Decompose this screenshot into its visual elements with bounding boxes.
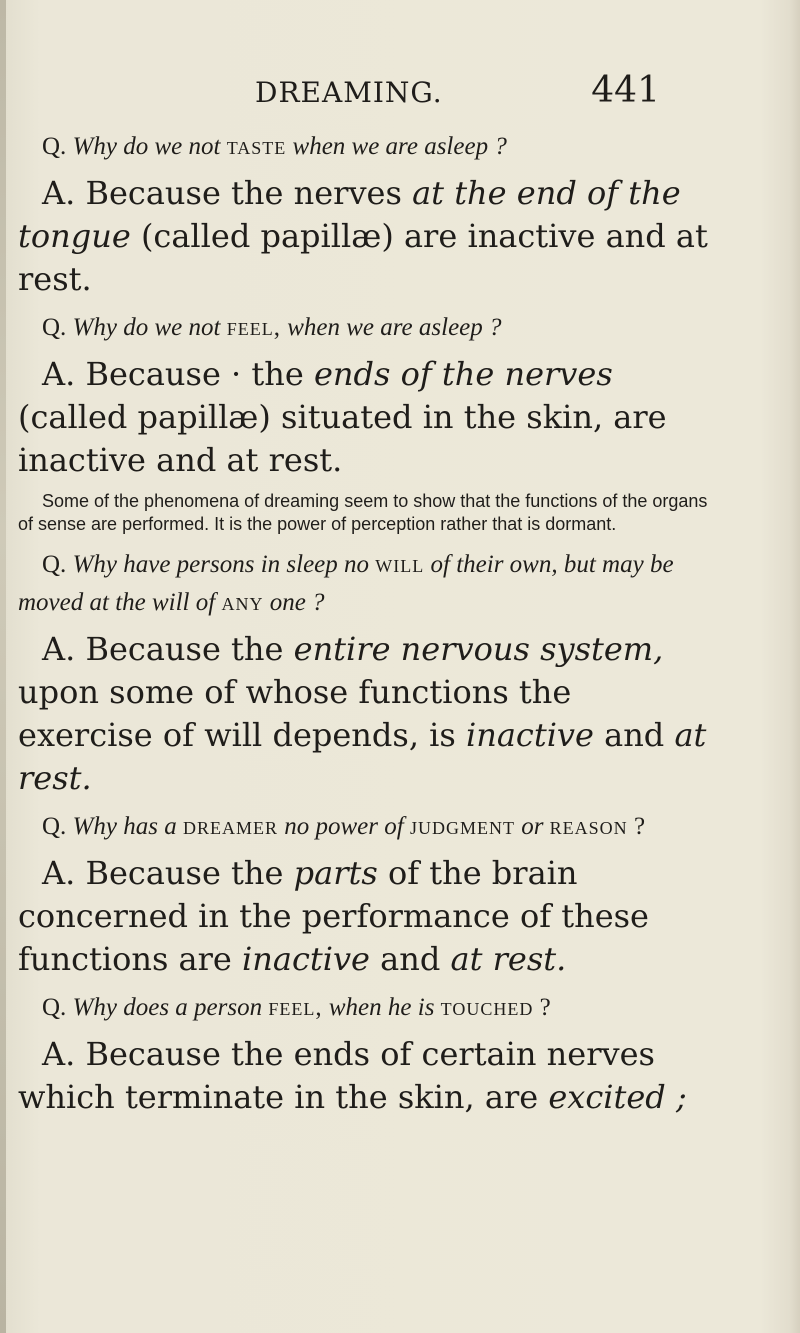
text-run: taste (226, 133, 287, 160)
text-run: will (375, 551, 425, 578)
page-gutter (0, 0, 6, 1333)
text-run: (called papillæ) situated in the skin, are inactive and at rest. (18, 398, 667, 479)
text-run: and (369, 940, 451, 978)
text-run: any (221, 589, 264, 616)
answer-paragraph (18, 172, 708, 301)
text-run: inactive (242, 940, 370, 978)
text-run: Why do we not (72, 314, 227, 341)
text-run: when we are asleep ? (280, 314, 502, 341)
text-run: Some of the phenomena of dreaming seem to show that the functions of the organs of sense are performed. It is the power of perception rather that is dormant. (18, 491, 708, 534)
note-paragraph (18, 490, 708, 536)
text-run: feel, (268, 994, 323, 1021)
answer-paragraph (18, 353, 708, 482)
text-run: touched (440, 994, 534, 1021)
text-run: Q. (42, 994, 73, 1021)
text-run: at the end of the tongue (18, 174, 681, 255)
answer-paragraph (18, 628, 708, 800)
text-run: dreamer (182, 813, 278, 840)
text-run: entire nervous system, (293, 630, 664, 668)
text-run: of the brain concerned in the performance of these functions are (18, 854, 649, 978)
text-run: Why has a (72, 813, 183, 840)
text-run: one ? (263, 589, 325, 616)
text-run: reason (549, 813, 628, 840)
question-paragraph (18, 309, 708, 347)
text-run: A. Because the nerves (42, 174, 413, 212)
text-run: A. Because the (42, 854, 294, 892)
text-run: when we are asleep ? (286, 133, 507, 160)
text-run: Q. (42, 314, 73, 341)
answer-paragraph (18, 852, 708, 981)
text-run: Q. (42, 551, 73, 578)
text-run: upon some of whose functions the exercise of will depends, is (18, 673, 572, 754)
text-run: ? (533, 994, 551, 1021)
page-body (18, 128, 708, 1127)
text-run: A. Because · the (42, 355, 314, 393)
text-run: Why does a person (72, 994, 269, 1021)
text-run: Why have persons in sleep no (72, 551, 376, 578)
text-run: Why do we not (72, 133, 227, 160)
question-paragraph (18, 128, 708, 166)
text-run: parts (293, 854, 378, 892)
page-number: 441 (591, 70, 660, 111)
answer-paragraph (18, 1033, 708, 1119)
text-run: ? (627, 813, 646, 840)
page-header (255, 70, 695, 114)
text-run: no power of (277, 813, 410, 840)
text-run: A. Because the (42, 630, 294, 668)
question-paragraph (18, 546, 708, 622)
text-run: A. Because the ends of certain nerves which terminate in the skin, are (18, 1035, 655, 1116)
text-run: when he is (322, 994, 441, 1021)
running-head: DREAMING. (255, 76, 443, 109)
text-run: of their own, but may be moved at the will of (18, 551, 674, 616)
text-run: and (593, 716, 675, 754)
text-run: inactive (465, 716, 594, 754)
question-paragraph (18, 808, 708, 846)
text-run: judgment (409, 813, 515, 840)
text-run: at rest. (18, 716, 707, 797)
text-run: feel, (226, 314, 281, 341)
text-run: Q. (42, 813, 73, 840)
text-run: or (514, 813, 550, 840)
question-paragraph (18, 989, 708, 1027)
text-run: ends of the nerves (313, 355, 613, 393)
text-run: (called papillæ) are inactive and at rest. (18, 217, 708, 298)
text-run: Q. (42, 133, 73, 160)
text-run: excited ; (548, 1078, 687, 1116)
text-run: at rest. (450, 940, 567, 978)
